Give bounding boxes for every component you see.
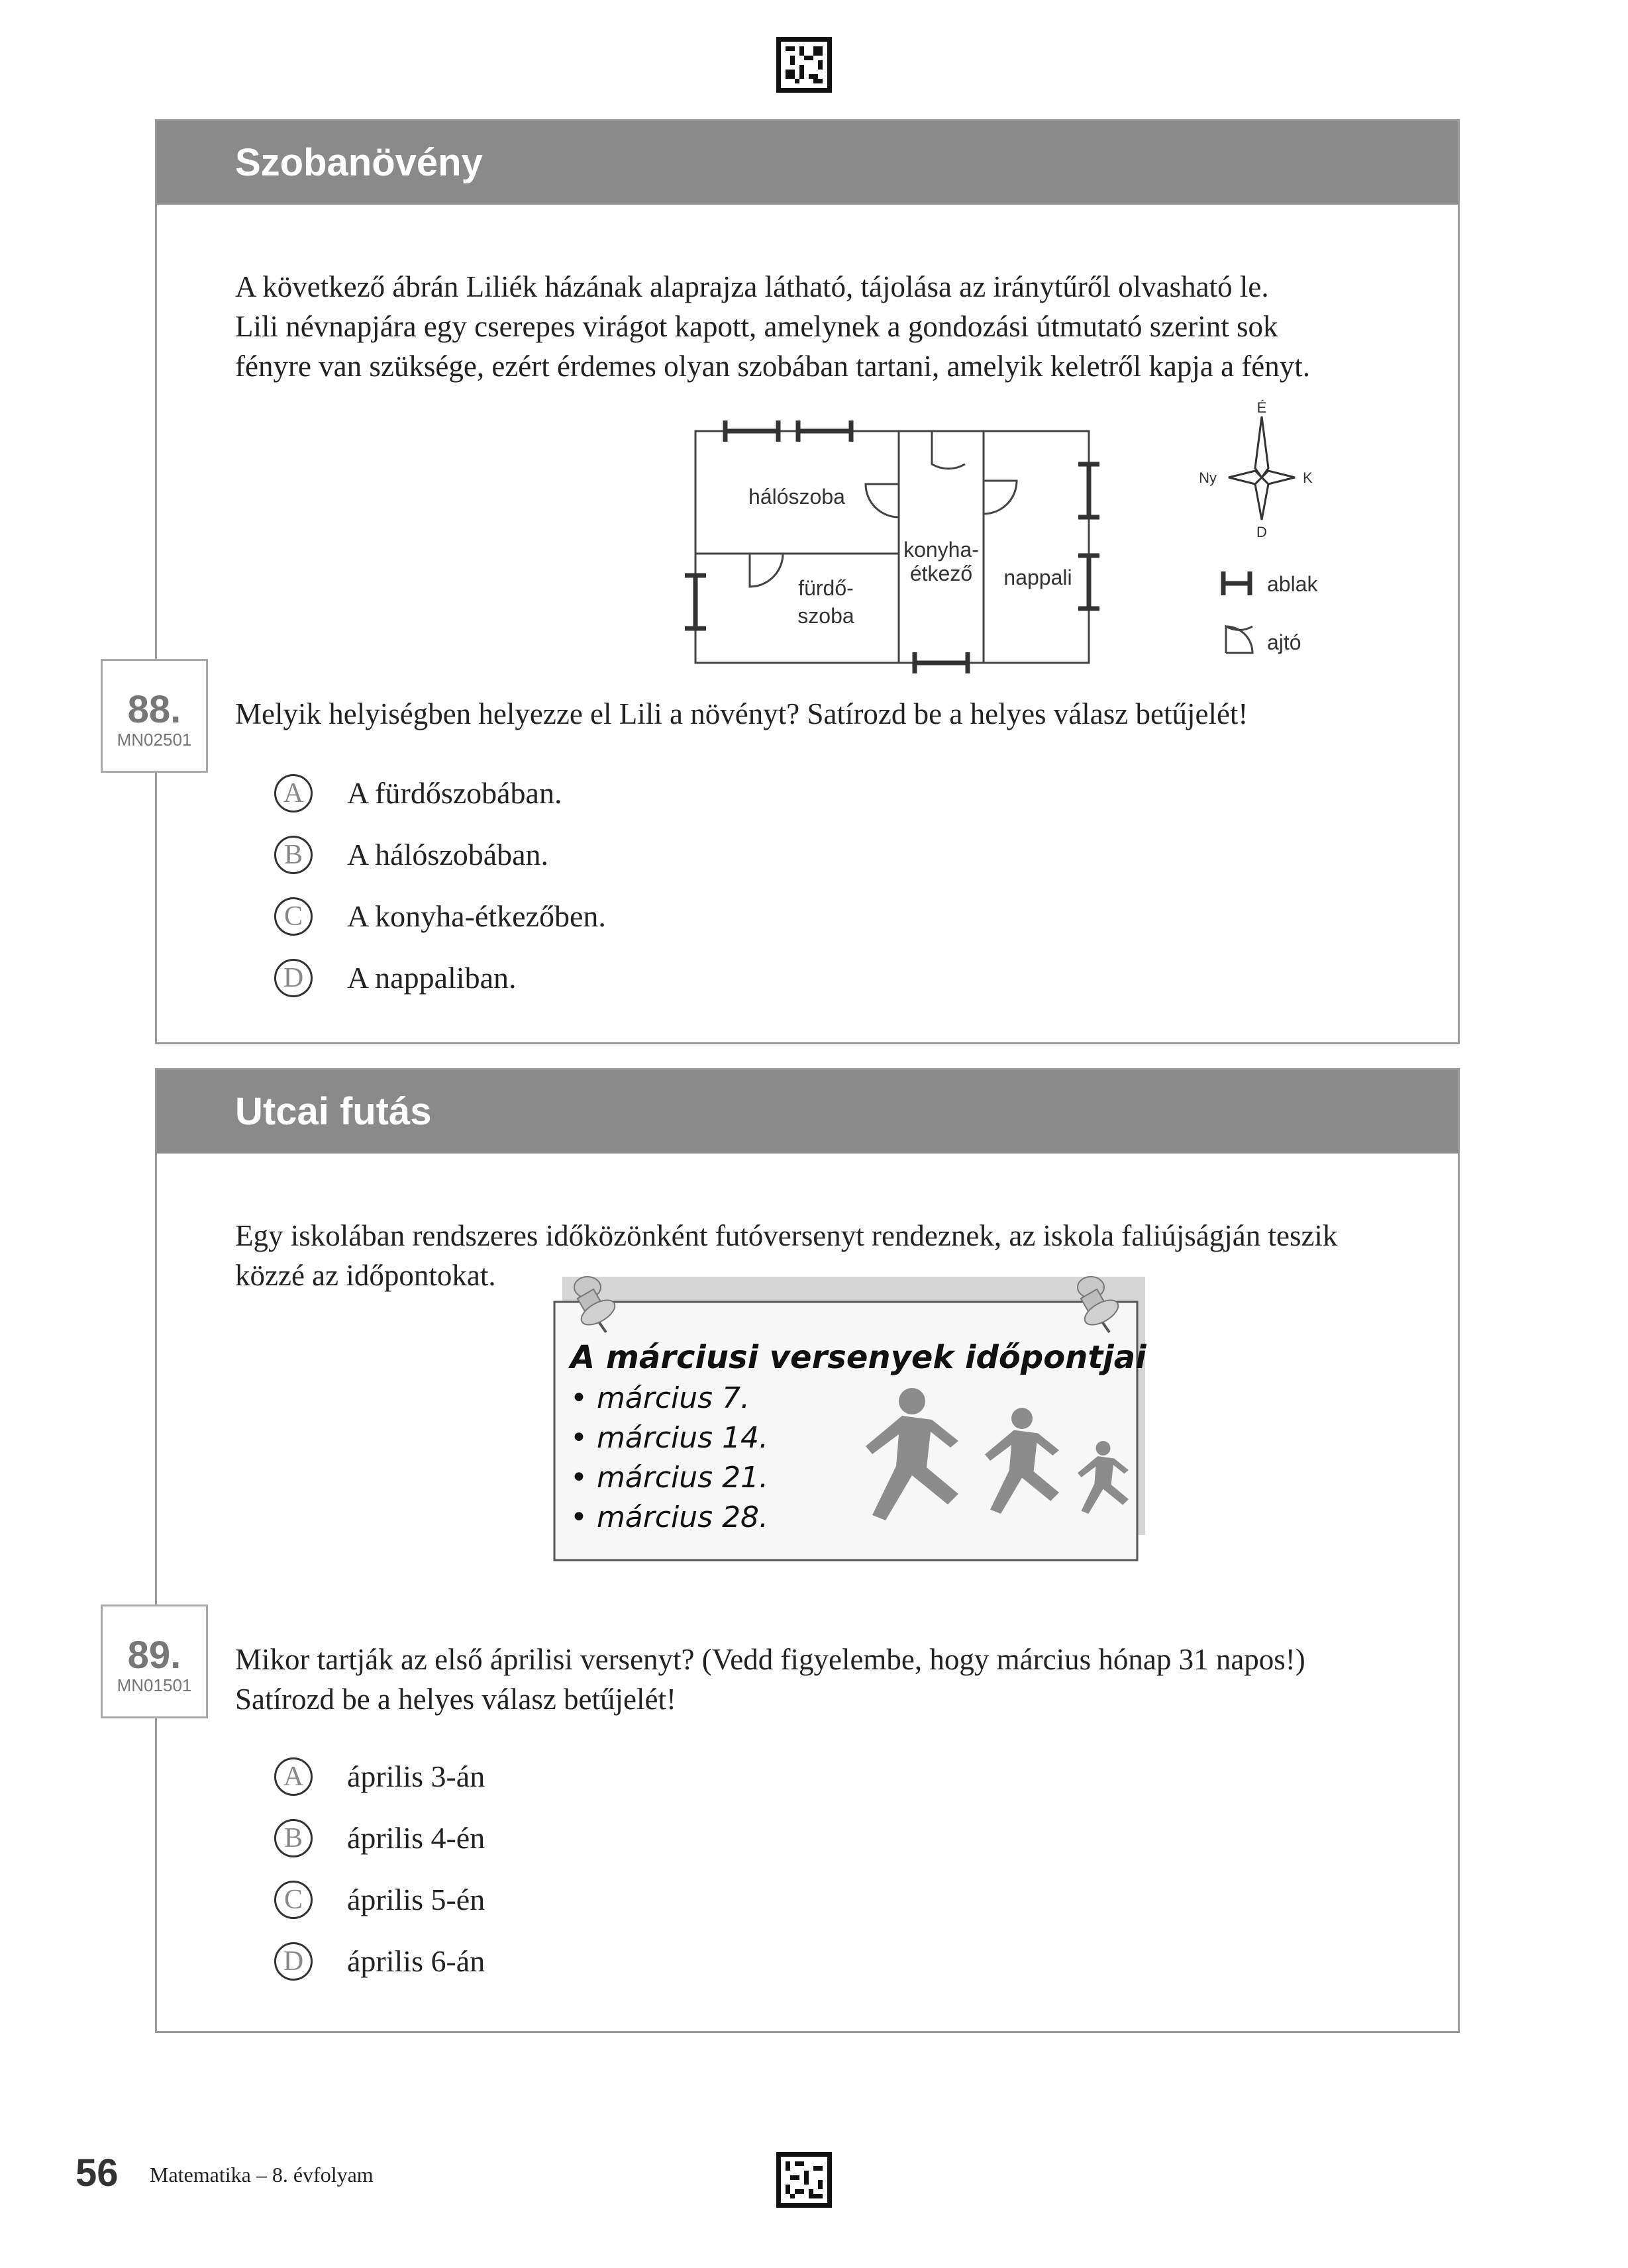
answer-text: A hálószobában. — [347, 838, 549, 871]
answer-text: április 4-én — [347, 1821, 485, 1855]
intro-line: A következő ábrán Liliék házának alaprajza látható, tájolása az iránytűről olvasható le. — [235, 270, 1269, 303]
legend-door-icon — [1226, 626, 1252, 653]
question-text — [235, 694, 1447, 734]
question-line: Melyik helyiségben helyezze el Lili a növényt? Satírozd be a helyes válasz betűjelét! — [235, 697, 1248, 730]
page-number: 56 — [76, 2151, 119, 2194]
intro-line: Egy iskolában rendszeres időközönként futóversenyt rendeznek, az iskola faliújságján teszik — [235, 1219, 1338, 1252]
answer-bubble[interactable]: B — [274, 836, 313, 874]
answer-bubble[interactable]: A — [274, 774, 313, 813]
answer-text: április 6-án — [347, 1944, 485, 1978]
question-number-box — [101, 659, 208, 773]
answer-bubble[interactable]: C — [274, 897, 313, 936]
legend-window-icon — [1223, 571, 1250, 595]
answer-option-a[interactable] — [274, 762, 606, 824]
answer-text: A fürdőszobában. — [347, 776, 562, 810]
room-label: nappali — [1003, 566, 1072, 589]
intro-line: fényre van szüksége, ezért érdemes olyan szobában tartani, amelyik keletről kapja a fényt. — [235, 350, 1311, 383]
compass-north-label: É — [1256, 399, 1267, 416]
question-line: Satírozd be a helyes válasz betűjelét! — [235, 1683, 676, 1716]
answer-option-b[interactable] — [274, 1807, 485, 1869]
room-label: szoba — [797, 604, 854, 628]
compass-icon — [1229, 417, 1295, 520]
window-icons — [685, 420, 1099, 673]
answer-bubble[interactable]: A — [274, 1757, 313, 1796]
poster-date: • március 28. — [570, 1501, 769, 1534]
room-label: étkező — [909, 562, 973, 585]
question-code: MN01501 — [117, 1675, 192, 1695]
question-number: 88. — [127, 688, 181, 731]
window-icon — [725, 420, 778, 442]
answer-option-a[interactable] — [274, 1746, 485, 1807]
compass-west-label: Ny — [1199, 469, 1217, 486]
answer-options — [274, 762, 606, 1009]
question-code: MN02501 — [117, 730, 192, 750]
poster-date: • március 14. — [570, 1421, 769, 1455]
answer-bubble[interactable]: D — [274, 1942, 313, 1981]
answer-bubble[interactable]: D — [274, 959, 313, 997]
answer-option-d[interactable] — [274, 1930, 485, 1992]
answer-text: április 3-án — [347, 1759, 485, 1793]
qr-code-top — [776, 37, 832, 93]
legend-door-label: ajtó — [1267, 630, 1301, 654]
answer-option-c[interactable] — [274, 885, 606, 947]
intro-line: Lili névnapjára egy cserepes virágot kapott, amelynek a gondozási útmutató szerint sok — [235, 310, 1278, 343]
section-title: Utcai futás — [157, 1070, 1458, 1154]
door-icon — [750, 554, 783, 587]
compass-east-label: K — [1303, 469, 1313, 486]
poster-date: • március 7. — [570, 1381, 750, 1415]
legend-window-label: ablak — [1267, 572, 1318, 596]
door-icons — [750, 431, 1017, 587]
answer-text: A konyha-étkezőben. — [347, 899, 606, 933]
plan-outline — [695, 431, 1089, 663]
answer-text: április 5-én — [347, 1883, 485, 1916]
intro-text — [235, 267, 1447, 386]
question-number: 89. — [127, 1634, 181, 1677]
answer-option-b[interactable] — [274, 824, 606, 885]
question-number-box — [101, 1604, 208, 1718]
qr-code-bottom — [776, 2152, 832, 2208]
door-icon — [984, 481, 1017, 514]
notice-board-poster — [554, 1269, 1203, 1580]
room-label: hálószoba — [748, 485, 845, 509]
window-icon — [1078, 464, 1099, 517]
answer-text: A nappaliban. — [347, 961, 517, 995]
section-utcai-futas — [155, 1068, 1460, 2033]
answer-option-c[interactable] — [274, 1869, 485, 1930]
door-icon — [932, 431, 965, 469]
door-icon — [866, 484, 899, 517]
intro-line: közzé az időpontokat. — [235, 1259, 496, 1292]
compass-south-label: D — [1256, 524, 1267, 540]
room-label: fürdő- — [798, 576, 854, 600]
poster-date: • március 21. — [570, 1461, 769, 1495]
poster-heading: A márciusi versenyek időpontjai — [570, 1339, 1146, 1376]
answer-option-d[interactable] — [274, 947, 606, 1009]
question-line: Mikor tartják az első áprilisi versenyt? (Vedd figyelembe, hogy március hónap 31 napos!) — [235, 1643, 1305, 1676]
window-icon — [915, 652, 968, 673]
section-szobanoveny — [155, 119, 1460, 1044]
window-icon — [1078, 556, 1099, 609]
section-title: Szobanövény — [157, 121, 1458, 205]
answer-bubble[interactable]: B — [274, 1819, 313, 1857]
window-icon — [798, 420, 851, 442]
answer-bubble[interactable]: C — [274, 1881, 313, 1919]
floor-plan — [534, 399, 1429, 676]
question-text — [235, 1640, 1447, 1719]
answer-options — [274, 1746, 485, 1992]
window-icon — [685, 575, 706, 628]
room-label: konyha- — [903, 538, 979, 562]
footer-text: Matematika – 8. évfolyam — [150, 2163, 374, 2187]
